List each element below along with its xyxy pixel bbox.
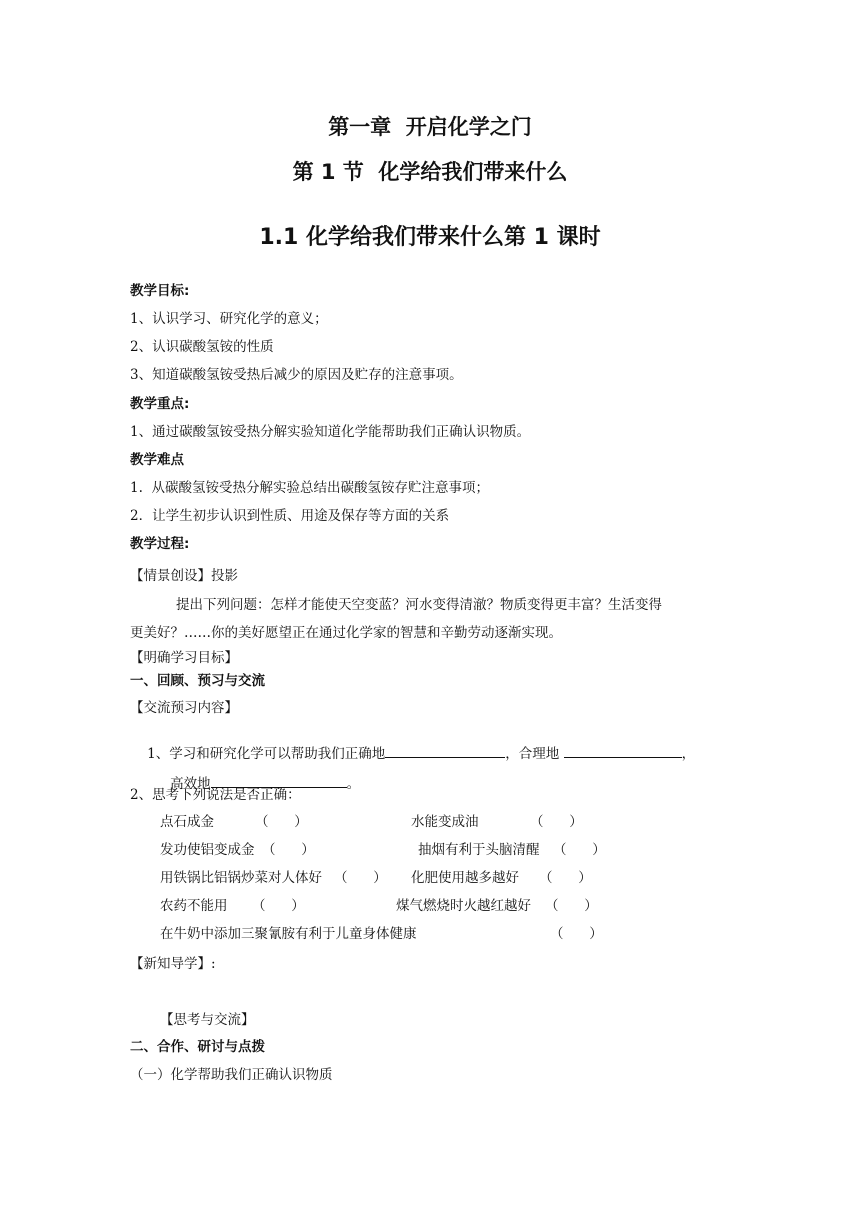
statement-right: 煤气燃烧时火越红越好	[396, 898, 531, 914]
statement-right: 水能变成油	[411, 814, 479, 830]
question1-end: ，	[681, 745, 696, 762]
part2-heading: 二、合作、研讨与点拨	[130, 1039, 265, 1055]
goals-label: 【明确学习目标】	[130, 650, 238, 666]
objectives-heading: 教学目标:	[130, 283, 190, 299]
chapter-title: 第一章 开启化学之门	[328, 115, 532, 139]
fill-blank[interactable]	[211, 775, 347, 788]
statement-paren: （ ）	[262, 842, 315, 858]
objective-item: 1、认识学习、研究化学的意义；	[130, 311, 328, 327]
statement-paren: （ ）	[539, 870, 592, 886]
scenario-label: 【情景创设】投影	[130, 568, 238, 584]
exchange-label: 【交流预习内容】	[130, 700, 238, 716]
question1-line2-text: 高效地	[170, 775, 211, 792]
statement-left: 发功使铝变成金	[160, 842, 255, 858]
difficulty-item: 1. 从碳酸氢铵受热分解实验总结出碳酸氢铵存贮注意事项；	[130, 480, 489, 496]
statement-left: 农药不能用	[160, 898, 228, 914]
fill-blank[interactable]	[564, 745, 682, 758]
statement-paren: （ ）	[553, 842, 606, 858]
statement-paren: （ ）	[530, 814, 583, 830]
key-point-item: 1、通过碳酸氢铵受热分解实验知道化学能帮助我们正确认识物质。	[130, 424, 531, 440]
key-points-heading: 教学重点:	[130, 396, 190, 412]
statement-last: 在牛奶中添加三聚氰胺有利于儿童身体健康	[160, 926, 417, 942]
statement-paren: （ ）	[334, 870, 387, 886]
objective-item: 3、知道碳酸氢铵受热后减少的原因及贮存的注意事项。	[130, 367, 463, 383]
part2-sub1: （一）化学帮助我们正确认识物质	[130, 1067, 333, 1083]
fill-blank[interactable]	[385, 745, 505, 758]
scenario-text-line1: 提出下列问题：怎样才能使天空变蓝？河水变得清澈？物质变得更丰富？生活变得	[176, 597, 662, 613]
new-knowledge-label: 【新知导学】:	[130, 956, 216, 972]
statement-right: 抽烟有利于头脑清醒	[418, 842, 540, 858]
part1-heading: 一、回顾、预习与交流	[130, 673, 265, 689]
difficulties-heading: 教学难点	[130, 452, 184, 468]
question1-line2-end: 。	[346, 775, 361, 792]
lesson-title: 1.1 化学给我们带来什么第 1 课时	[259, 225, 601, 250]
scenario-text-line2: 更美好？……你的美好愿望正在通过化学家的智慧和辛勤劳动逐渐实现。	[130, 625, 562, 641]
difficulty-item: 2．让学生初步认识到性质、用途及保存等方面的关系	[130, 508, 450, 524]
statement-paren: （ ）	[252, 898, 305, 914]
statement-paren: （ ）	[255, 814, 308, 830]
question1-text: 1、学习和研究化学可以帮助我们正确地	[147, 745, 386, 762]
process-heading: 教学过程:	[130, 536, 190, 552]
statement-paren: （ ）	[550, 926, 603, 942]
think-label: 【思考与交流】	[160, 1012, 255, 1028]
objective-item: 2、认识碳酸氢铵的性质	[130, 339, 274, 355]
question2-text: 2、思考下列说法是否正确：	[130, 787, 301, 803]
statement-left: 点石成金	[160, 814, 214, 830]
question1-mid: ，合理地	[505, 745, 564, 762]
section-title: 第 1 节 化学给我们带来什么	[292, 160, 568, 184]
statement-paren: （ ）	[545, 898, 598, 914]
statement-right: 化肥使用越多越好	[411, 870, 519, 886]
statement-left: 用铁锅比铝锅炒菜对人体好	[160, 870, 322, 886]
